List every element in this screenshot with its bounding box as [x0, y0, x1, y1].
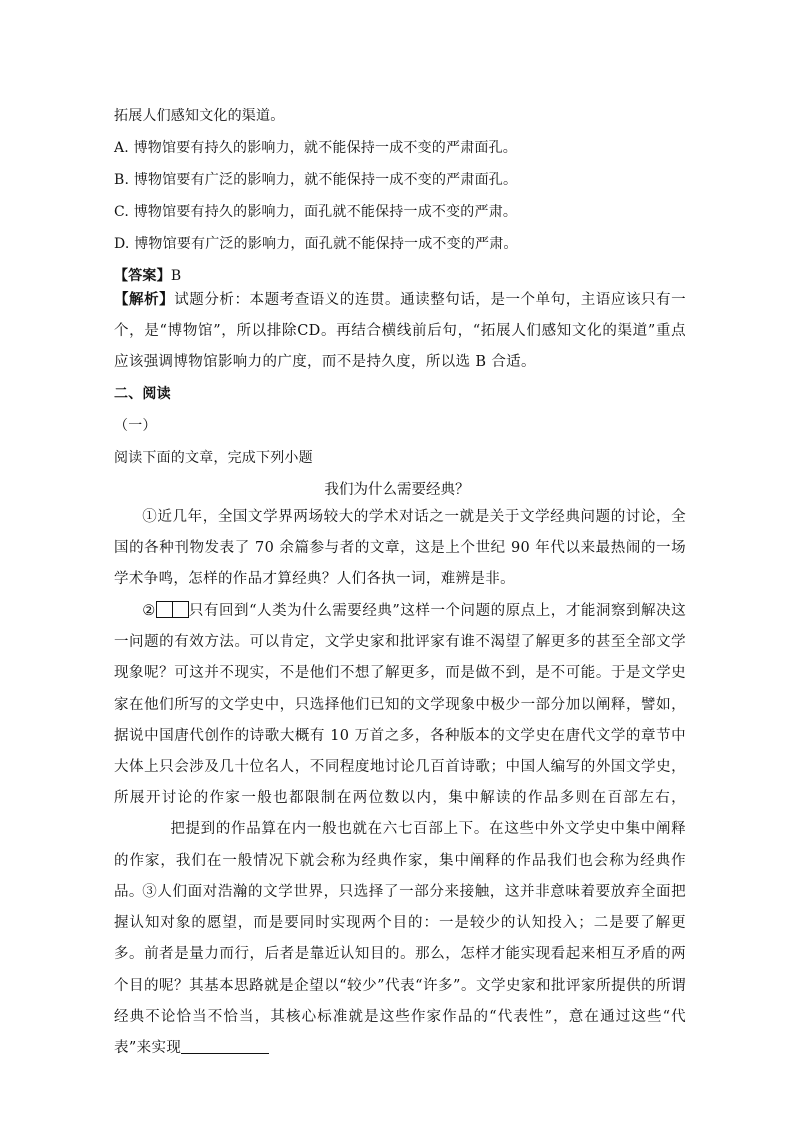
article-paragraph-3: [114, 877, 686, 1064]
blank-box-1[interactable]: [156, 601, 173, 618]
analysis-paragraph: [114, 284, 686, 379]
article-title: 我们为什么需要经典？: [324, 482, 470, 498]
paragraph-3-text: ③人们面对浩瀚的文学世界，只选择了一部分来接触，这并非意味着要放弃全面把握认知对象的愿望，而是要同时实现两个目的：一是较少的认知投入；二是要了解更多。前者是量力而行，后者是靠近认知目的。那么，怎样才能实现看起来相互矛盾的两个目的呢？其基本思路就是企望以“较少”代表“许多”。文学史家和批评家所提供的所谓经典不论恰当不恰当，其核心标准就是这些作家作品的“代表性”，意在通过这些“代表”来实现: [114, 884, 686, 1057]
sub-heading: （一）: [114, 418, 157, 434]
blank-box-2[interactable]: [173, 601, 189, 618]
analysis-label: 【解析】: [114, 291, 175, 308]
option-a: A. 博物馆要有持久的影响力，就不能保持一成不变的严肃面孔。: [114, 140, 518, 156]
analysis-text: 试题分析：本题考查语义的连贯。通读整句话，是一个单句，主语应该只有一个，是“博物馆”，所以排除CD。再结合横线前后句，“拓展人们感知文化的渠道”重点应该强调博物馆影响力的广度，而不是持久度，所以选 B 合适。: [114, 292, 686, 371]
intro-tail-line: 拓展人们感知文化的渠道。: [114, 108, 285, 124]
article-paragraph-2: [114, 596, 686, 908]
section-heading: 二、阅读: [114, 386, 171, 402]
option-c: C. 博物馆要有持久的影响力，面孔就不能保持一成不变的严肃。: [114, 204, 518, 220]
paragraph-1-text: ①近几年，全国文学界两场较大的学术对话之一就是关于文学经典问题的讨论，全国的各种刊物发表了 70 余篇参与者的文章，这是上个世纪 90 年代以来最热闹的一场学术争鸣，怎样的作品才算经典？人们各执一词，难辨是非。: [114, 509, 686, 588]
option-b: B. 博物馆要有广泛的影响力，就不能保持一成不变的严肃面孔。: [114, 172, 518, 188]
answer-line: [114, 266, 181, 286]
paragraph-2-number: ②: [142, 603, 156, 619]
article-paragraph-1: [114, 502, 686, 596]
answer-label: 【答案】: [114, 268, 171, 284]
option-d: D. 博物馆要有广泛的影响力，面孔就不能保持一成不变的严肃。: [114, 236, 518, 252]
paragraph-2-text-a: 只有回到“人类为什么需要经典”这样一个问题的原点上，才能洞察到解决这一问题的有效方法。可以肯定，文学史家和批评家有谁不渴望了解更多的甚至全部文学现象呢？可这并不现实，不是他们不想了解更多，而是做不到，是不可能。于是文学史家在他们所写的文学史中，只选择他们已知的文学现象中极少一部分加以阐释，譬如，据说中国唐代创作的诗歌大概有 10 万首之多，各种版本的文学史在唐代文学的章节中大体上只会涉及几十位名人，不同程度地讨论几百首诗歌；中国人编写的外国文学史，所展开讨论的作家一般也都限制在两位数以内，集中解读的作品多则在百部左右，: [114, 603, 686, 807]
answer-blank-line[interactable]: [181, 1039, 269, 1054]
fill-in-boxes[interactable]: [156, 599, 189, 615]
paragraph-2-text-b: 把提到的作品算在内一般也就在六七百部上下。在这些中外文学史中集中阐释的作家，我们在一般情况下就会称为经典作家，集中阐释的作品我们也会称为经典作品。: [114, 821, 686, 900]
answer-value: B: [170, 268, 182, 284]
reading-instruction: 阅读下面的文章，完成下列小题: [114, 450, 313, 466]
